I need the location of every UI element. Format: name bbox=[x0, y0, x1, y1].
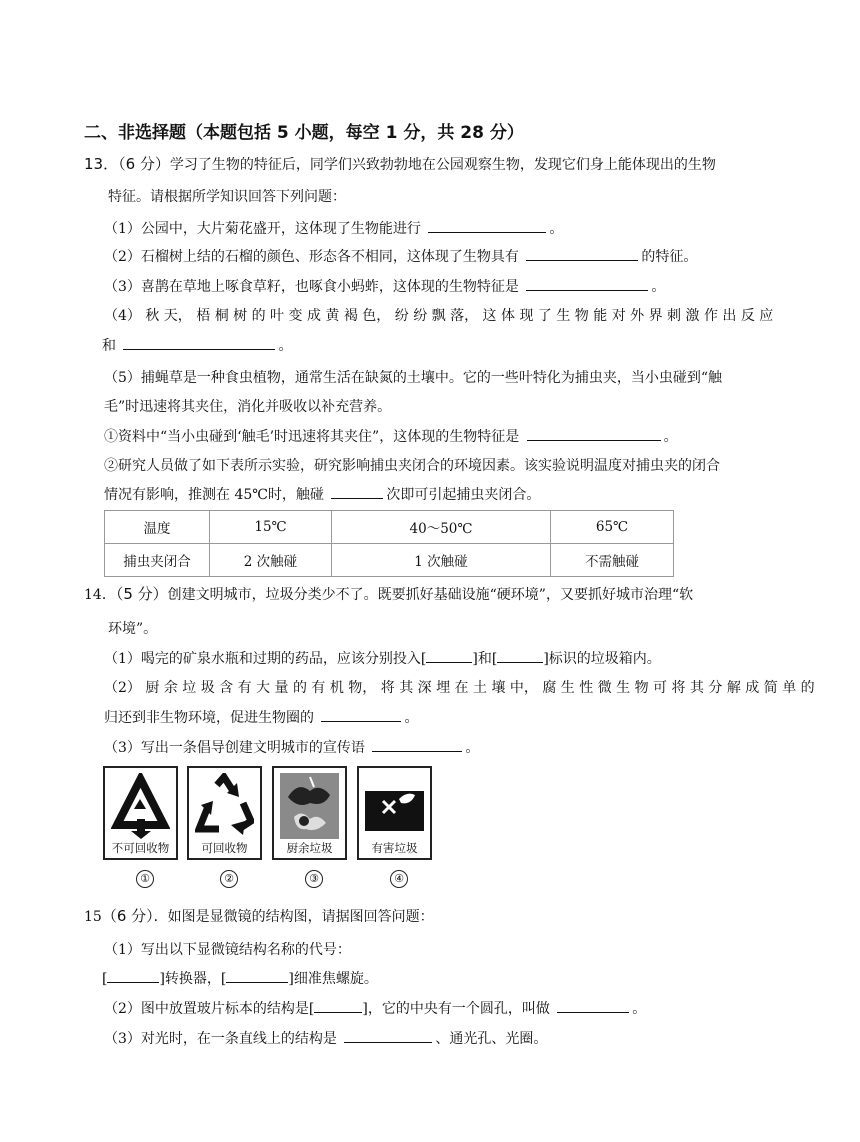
answer-blank[interactable] bbox=[226, 970, 288, 983]
recyclable-icon bbox=[195, 773, 254, 839]
sign-label: 有害垃圾 bbox=[371, 841, 418, 855]
stem-text: 学习了生物的特征后，同学们兴致勃勃地在公园观察生物，发现它们身上能体现出的生物 bbox=[169, 157, 716, 173]
part-text: ]，它的中央有一个圆孔，叫做 bbox=[362, 1001, 550, 1017]
part-text: ]细准焦螺旋。 bbox=[288, 971, 378, 987]
answer-blank[interactable] bbox=[557, 1000, 629, 1013]
experiment-table bbox=[104, 510, 674, 577]
question-15-stem bbox=[84, 905, 434, 926]
question-score: （6 分） bbox=[101, 907, 154, 925]
sign-number: ④ bbox=[390, 870, 408, 888]
q15-part3 bbox=[104, 1028, 547, 1048]
part-text: ]和[ bbox=[472, 651, 498, 667]
table-cell: 15℃ bbox=[210, 511, 332, 544]
sign-label: 可回收物 bbox=[201, 841, 248, 855]
part-text: 的特征。 bbox=[641, 249, 698, 265]
q13-part4-line2 bbox=[102, 335, 292, 355]
kitchen-waste-icon bbox=[280, 773, 339, 839]
sign-kitchen-waste bbox=[272, 766, 347, 860]
q15-part2 bbox=[104, 998, 646, 1018]
sign-label: 厨余垃圾 bbox=[286, 841, 333, 855]
question-number: 14． bbox=[84, 587, 116, 603]
part-text: 、通光孔、光圈。 bbox=[435, 1031, 548, 1047]
stem-text: ．如图是显微镜的结构图，请据图回答问题： bbox=[153, 909, 434, 925]
q14-part1 bbox=[104, 648, 661, 668]
question-number: 15 bbox=[84, 909, 102, 925]
q15-part1-answers bbox=[102, 968, 378, 988]
q13-part1 bbox=[104, 218, 563, 238]
stem-text: 创建文明城市，垃圾分类少不了。既要抓好基础设施“硬环境”，又要抓好城市治理“软 bbox=[167, 587, 694, 603]
part-text: （2）图中放置玻片标本的结构是[ bbox=[104, 1001, 315, 1017]
table-cell: 65℃ bbox=[551, 511, 674, 544]
q13-part3 bbox=[104, 276, 665, 296]
answer-blank[interactable] bbox=[526, 248, 638, 261]
section-title: 二、非选择题（本题包括 5 小题，每空 1 分，共 28 分） bbox=[84, 123, 524, 143]
answer-blank[interactable] bbox=[428, 220, 546, 233]
q13-part5-line1: （5）捕蝇草是一种食虫植物，通常生活在缺氮的土壤中。它的一些叶特化为捕虫夹，当小虫碰到“触 bbox=[104, 370, 723, 386]
part-text: 和 bbox=[102, 338, 116, 354]
answer-blank[interactable] bbox=[497, 650, 543, 663]
q14-part3 bbox=[104, 737, 479, 757]
q13-part2 bbox=[104, 246, 697, 266]
part-text: （1）公园中，大片菊花盛开，这体现了生物能进行 bbox=[104, 221, 421, 237]
table-cell: 40～50℃ bbox=[332, 511, 551, 544]
part-text: 。 bbox=[278, 338, 293, 354]
part-text: [ bbox=[102, 971, 108, 987]
q13-part5-item2-line2 bbox=[104, 484, 540, 504]
hazardous-waste-icon bbox=[365, 773, 424, 839]
answer-blank[interactable] bbox=[372, 739, 462, 752]
question-score: （5 分） bbox=[115, 585, 168, 603]
part-text: ]标识的垃圾箱内。 bbox=[543, 651, 661, 667]
table-row bbox=[105, 544, 674, 577]
sign-non-recyclable bbox=[103, 766, 178, 860]
part-text: 。 bbox=[663, 429, 678, 445]
part-text: （3）喜鹊在草地上啄食草籽，也啄食小蚂蚱，这体现的生物特征是 bbox=[104, 279, 519, 295]
part-text: ]转换器，[ bbox=[159, 971, 227, 987]
q15-part1: （1）写出以下显微镜结构名称的代号： bbox=[104, 942, 351, 958]
q14-stem-line2: 环境”。 bbox=[108, 621, 158, 637]
part-text: 。 bbox=[465, 740, 480, 756]
part-text: ①资料中“当小虫碰到‘触毛’时迅速将其夹住”，这体现的生物特征是 bbox=[104, 429, 520, 445]
q13-stem-line2: 特征。请根据所学知识回答下列问题： bbox=[108, 189, 346, 205]
q14-part2-line2 bbox=[104, 707, 418, 727]
part-text: 次即可引起捕虫夹闭合。 bbox=[386, 487, 541, 503]
q13-part5-item2-line1: ②研究人员做了如下表所示实验，研究影响捕虫夹闭合的环境因素。该实验说明温度对捕虫夹的闭合 bbox=[104, 458, 720, 474]
non-recyclable-icon bbox=[111, 773, 170, 839]
table-cell: 2 次触碰 bbox=[210, 544, 332, 577]
part-text: 。 bbox=[549, 221, 564, 237]
question-13-stem bbox=[84, 153, 716, 174]
part-text: 。 bbox=[651, 279, 666, 295]
part-text: （2）石榴树上结的石榴的颜色、形态各不相同，这体现了生物具有 bbox=[104, 249, 519, 265]
sign-number: ② bbox=[220, 870, 238, 888]
table-cell: 捕虫夹闭合 bbox=[105, 544, 210, 577]
table-row bbox=[105, 511, 674, 544]
table-cell: 温度 bbox=[105, 511, 210, 544]
part-text: 。 bbox=[404, 710, 419, 726]
q13-part5-item1 bbox=[104, 426, 678, 446]
sign-label: 不可回收物 bbox=[111, 841, 170, 855]
sign-number: ① bbox=[136, 870, 154, 888]
answer-blank[interactable] bbox=[331, 486, 383, 499]
question-score: （6 分） bbox=[118, 155, 170, 173]
part-text: 。 bbox=[632, 1001, 647, 1017]
answer-blank[interactable] bbox=[107, 970, 159, 983]
answer-blank[interactable] bbox=[527, 428, 661, 441]
part-text: 情况有影响，推测在 45℃时，触碰 bbox=[104, 487, 324, 503]
sign-number: ③ bbox=[305, 870, 323, 888]
part-text: （1）喝完的矿泉水瓶和过期的药品，应该分别投入[ bbox=[104, 651, 427, 667]
table-cell: 1 次触碰 bbox=[332, 544, 551, 577]
q14-part2-line1: （2） 厨 余 垃 圾 含 有 大 量 的 有 机 物， 将 其 深 埋 在 土 壤 中， 腐 生 性 微 生 物 可 将 其 分 解 成 简 单 的 bbox=[104, 680, 815, 696]
table-cell: 不需触碰 bbox=[551, 544, 674, 577]
part-text: （3）对光时，在一条直线上的结构是 bbox=[104, 1031, 337, 1047]
answer-blank[interactable] bbox=[123, 337, 275, 350]
answer-blank[interactable] bbox=[526, 278, 648, 291]
sign-hazardous-waste bbox=[357, 766, 432, 860]
question-number: 13． bbox=[84, 155, 119, 173]
sign-recyclable bbox=[187, 766, 262, 860]
answer-blank[interactable] bbox=[321, 709, 401, 722]
q13-part4-line1: （4） 秋 天， 梧 桐 树 的 叶 变 成 黄 褐 色， 纷 纷 飘 落， 这 体 现 了 生 物 能 对 外 界 刺 激 作 出 反 应 bbox=[104, 308, 774, 324]
part-text: 归还到非生物环境，促进生物圈的 bbox=[104, 710, 314, 726]
question-14-stem bbox=[84, 583, 693, 604]
answer-blank[interactable] bbox=[426, 650, 472, 663]
q13-part5-line2: 毛”时迅速将其夹住，消化并吸收以补充营养。 bbox=[104, 399, 392, 415]
answer-blank[interactable] bbox=[344, 1030, 432, 1043]
part-text: （3）写出一条倡导创建文明城市的宣传语 bbox=[104, 740, 365, 756]
answer-blank[interactable] bbox=[314, 1000, 362, 1013]
